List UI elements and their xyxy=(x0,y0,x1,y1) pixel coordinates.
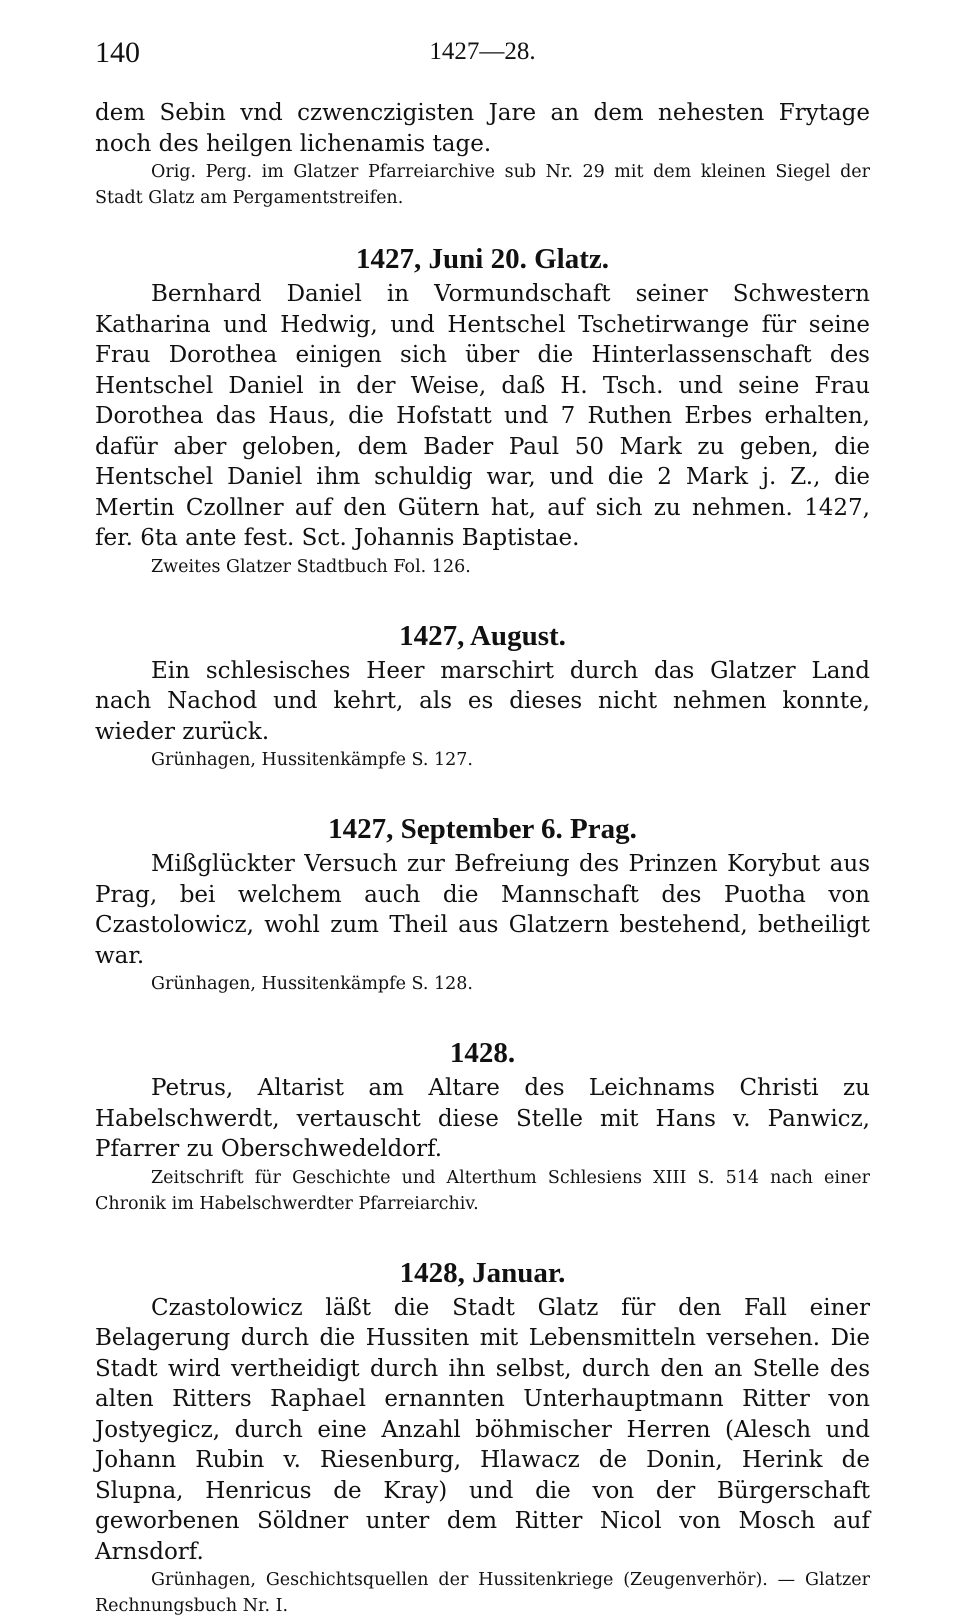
entry-1427-september-6 xyxy=(95,811,870,997)
source-note: Orig. Perg. im Glatzer Pfarreiarchive sub Nr. 29 mit dem kleinen Siegel der Stadt Glatz am Pergamentstreifen. xyxy=(95,159,870,211)
entry-1427-august xyxy=(95,618,870,774)
entry-1428 xyxy=(95,1035,870,1217)
continued-entry xyxy=(95,98,870,211)
entry-heading: 1427, August. xyxy=(95,618,870,654)
page-number: 140 xyxy=(95,36,140,70)
entry-text: Ein schlesisches Heer marschirt durch das Glatzer Land nach Nachod und kehrt, als es dieses nicht nehmen konnte, wieder zurück. xyxy=(95,656,870,748)
entry-text: Bernhard Daniel in Vormundschaft seiner Schwestern Katharina und Hedwig, und Hentschel Tschetirwange für seine Frau Dorothea einigen sich über die Hinterlassenschaft des Hentschel Daniel in der Weise, daß H. Tsch. und seine Frau Dorothea das Haus, die Hofstatt und 7 Ruthen Erbes erhalten, dafür aber geloben, dem Bader Paul 50 Mark zu geben, die Hentschel Daniel ihm schuldig war, und die 2 Mark j. Z., die Mertin Czollner auf den Gütern hat, auf sich zu nehmen. 1427, fer. 6ta ante fest. Sct. Johannis Baptistae. xyxy=(95,279,870,554)
page-header xyxy=(95,36,870,76)
source-note: Grünhagen, Geschichtsquellen der Hussitenkriege (Zeugenverhör). — Glatzer Rechnungsbuch Nr. I. xyxy=(95,1567,870,1619)
entry-heading: 1428, Januar. xyxy=(95,1255,870,1291)
running-head: 1427—28. xyxy=(95,38,870,66)
source-note: Zweites Glatzer Stadtbuch Fol. 126. xyxy=(95,554,870,580)
source-note: Grünhagen, Hussitenkämpfe S. 128. xyxy=(95,971,870,997)
source-note: Zeitschrift für Geschichte und Alterthum Schlesiens XIII S. 514 nach einer Chronik im Habelschwerdter Pfarreiarchiv. xyxy=(95,1165,870,1217)
source-note: Grünhagen, Hussitenkämpfe S. 127. xyxy=(95,747,870,773)
entry-1427-juni-20 xyxy=(95,241,870,580)
entry-text: Petrus, Altarist am Altare des Leichnams Christi zu Habelschwerdt, vertauscht diese Stelle mit Hans v. Panwicz, Pfarrer zu Oberschwedeldorf. xyxy=(95,1073,870,1165)
entry-1428-januar xyxy=(95,1255,870,1619)
entry-heading: 1428. xyxy=(95,1035,870,1071)
entry-text: Mißglückter Versuch zur Befreiung des Prinzen Korybut aus Prag, bei welchem auch die Mannschaft des Puotha von Czastolowicz, wohl zum Theil aus Glatzern bestehend, betheiligt war. xyxy=(95,849,870,971)
entry-heading: 1427, Juni 20. Glatz. xyxy=(95,241,870,277)
entry-heading: 1427, September 6. Prag. xyxy=(95,811,870,847)
entry-text: Czastolowicz läßt die Stadt Glatz für den Fall einer Belagerung durch die Hussiten mit Lebensmitteln versehen. Die Stadt wird vertheidigt durch ihn selbst, durch den an Stelle des alten Ritters Raphael ernannten Unterhauptmann Ritter von Jostyegicz, durch eine Anzahl böhmischer Herren (Alesch und Johann Rubin v. Riesenburg, Hlawacz de Donin, Herink de Slupna, Henricus de Kray) und die von der Bürgerschaft geworbenen Söldner unter dem Ritter Nicol von Mosch auf Arnsdorf. xyxy=(95,1293,870,1568)
continued-text: dem Sebin vnd czwenczigisten Jare an dem nehesten Frytage noch des heilgen lichenamis tage. xyxy=(95,98,870,159)
